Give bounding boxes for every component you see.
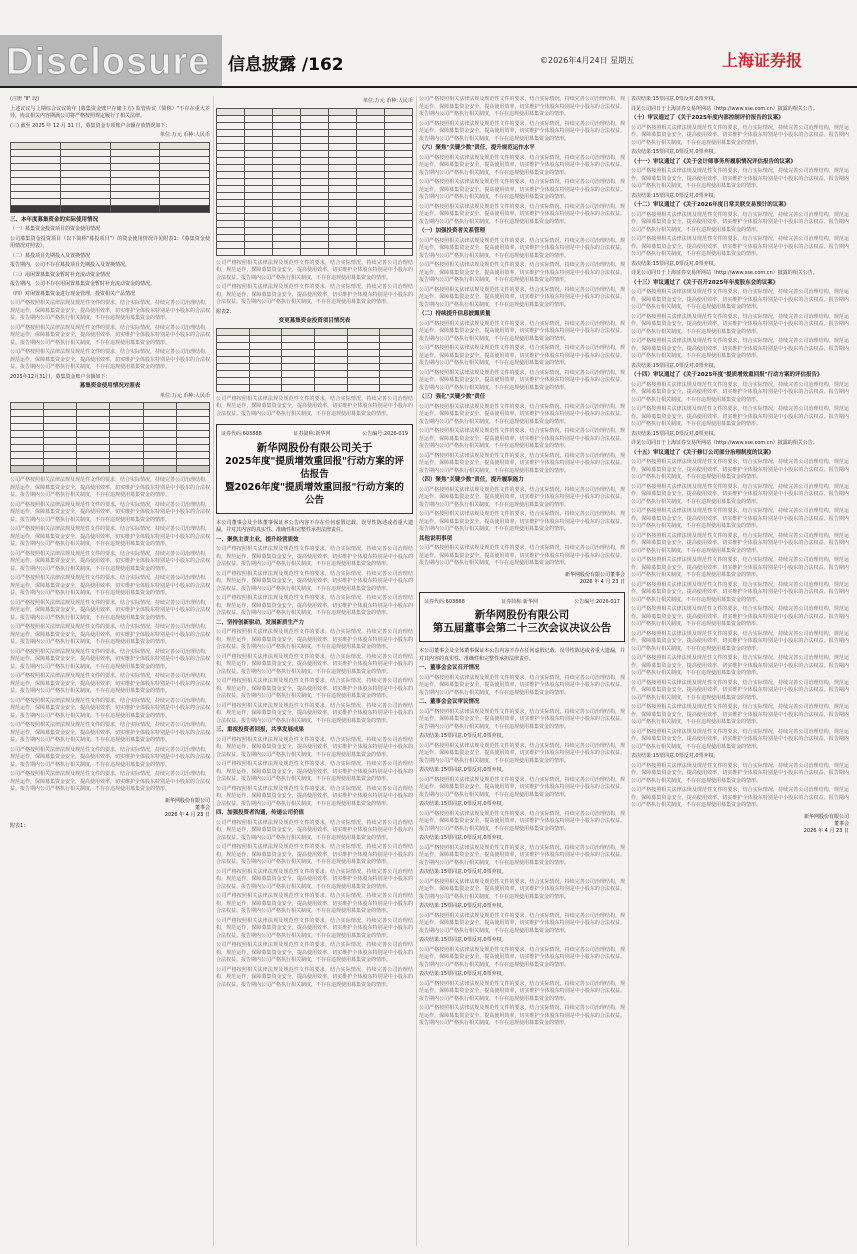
paragraph: 公司严格按照相关法律法规及规范性文件的要求，结合实际情况，持续完善公司治理结构，规范运作，保障募集资金安全，提高使用效率，切实维护全体股东特别是中小股东的合法权益。报告期内公司严格执行相关制度，不存在违规使用募集资金的情形。 <box>10 746 210 768</box>
paragraph: 公司严格按照相关法律法规及规范性文件的要求，结合实际情况，持续完善公司治理结构，规范运作，保障募集资金安全，提高使用效率，切实维护全体股东特别是中小股东的合法权益。报告期内公司严格执行相关制度，不存在违规使用募集资金的情形。 <box>419 120 625 142</box>
column-1 <box>10 96 210 1246</box>
paragraph: 公司严格按照相关法律法规及规范性文件的要求，结合实际情况，持续完善公司治理结构，规范运作，保障募集资金安全，提高使用效率，切实维护全体股东特别是中小股东的合法权益。报告期内公司严格执行相关制度，不存在违规使用募集资金的情形。 <box>10 550 210 572</box>
paragraph: 公司严格按照相关法律法规及规范性文件的要求，结合实际情况，持续完善公司治理结构，规范运作，保障募集资金安全，提高使用效率，切实维护全体股东特别是中小股东的合法权益。报告期内公司严格执行相关制度，不存在违规使用募集资金的情形。 <box>631 124 849 146</box>
deposit-table <box>10 142 210 213</box>
vote-result: 表决结果:15票同意,0票反对,0票弃权。 <box>631 96 719 102</box>
column-2 <box>216 96 413 1246</box>
paragraph: 公司严格按照相关法律法规及规范性文件的要求，结合实际情况，持续完善公司治理结构，规范运作，保障募集资金安全，提高使用效率，切实维护全体股东特别是中小股东的合法权益。报告期内公司严格执行相关制度，不存在违规使用募集资金的情形。 <box>10 722 210 743</box>
paragraph: 公司严格按照相关法律法规及规范性文件的要求，结合实际情况，持续完善公司治理结构，规范运作，保障募集资金安全，提高使用效率，切实维护全体股东特别是中小股东的合法权益。报告期内公司严格执行相关制度，不存在违规使用募集资金的情形。 <box>419 452 625 474</box>
paragraph: 公司严格按照相关法律法规及规范性文件的要求，结合实际情况，持续完善公司治理结构，规范运作，保障募集资金安全，提高使用效率，切实维护全体股东特别是中小股东的合法权益。报告期内公司严格执行相关制度，不存在违规使用募集资金的情形。 <box>419 844 625 866</box>
signature-block <box>10 798 210 819</box>
paragraph: 公司严格按照相关法律法规及规范性文件的要求，结合实际情况，持续完善公司治理结构，规范运作，保障募集资金安全，提高使用效率，切实维护全体股东特别是中小股东的合法权益。报告期内公司严格执行相关制度，不存在违规使用募集资金的情形。 <box>419 369 625 391</box>
paragraph: 公司严格按照相关法律法规及规范性文件的要求，结合实际情况，持续完善公司治理结构，规范运作，保障募集资金安全，提高使用效率，切实维护全体股东特别是中小股东的合法权益。报告期内公司严格执行相关制度，不存在违规使用募集资金的情形。 <box>631 606 849 627</box>
vote-result: 表决结果:15票同意,0票反对,0票弃权。 <box>419 733 507 739</box>
paragraph: 公司严格按照相关法律法规及规范性文件的要求，结合实际情况，持续完善公司治理结构，规范运作，保障募集资金安全，提高使用效率，切实维护全体股东特别是中小股东的合法权益。报告期内公司严格执行相关制度，不存在违规使用募集资金的情形。 <box>631 787 849 808</box>
paragraph: 公司严格按照相关法律法规及规范性文件的要求，结合实际情况，持续完善公司治理结构，规范运作，保障募集资金安全，提高使用效率，切实维护全体股东特别是中小股东的合法权益。报告期内公司严格执行相关制度，不存在违规使用募集资金的情形。 <box>216 570 413 592</box>
paragraph: （四）对闲置募集资金进行现金管理，投资相关产品情况 <box>10 290 136 297</box>
section-heading: 三、本年度募集资金的实际使用情况 <box>10 216 99 223</box>
paragraph: 公司严格按照相关法律法规及规范性文件的要求，结合实际情况，持续完善公司治理结构，规范运作，保障募集资金安全，提高使用效率，切实维护全体股东特别是中小股东的合法权益。报告期内公司严格执行相关制度，不存在违规使用募集资金的情形。 <box>216 595 413 616</box>
masthead <box>0 0 857 88</box>
paragraph: 本公司董事会及全体董事保证本公告内容不存在任何虚假记载、误导性陈述或者重大遗漏，并对其内容的真实性、准确性和完整性承担法律责任。 <box>419 648 625 662</box>
notice-number: 公告编号:2026-019 <box>362 431 408 437</box>
paragraph: 2025年12月31日，募集资金账户余额如下： <box>10 373 111 380</box>
paragraph: 公司严格按照相关法律法规及规范性文件的要求，结合实际情况，持续完善公司治理结构，规范运作，保障募集资金安全，提高使用效率，切实维护全体股东特别是中小股东的合法权益。报告期内公司严格执行相关制度，不存在违规使用募集资金的情形。 <box>631 581 849 603</box>
paragraph: 公司严格按照相关法律法规及规范性文件的要求，结合实际情况，持续完善公司治理结构，规范运作，保障募集资金安全，提高使用效率，切实维护全体股东特别是中小股东的合法权益。报告期内公司严格执行相关制度，不存在违规使用募集资金的情形。 <box>631 381 849 403</box>
section-heading: （四）聚焦"关键少数"责任，提升履职能力 <box>419 477 524 483</box>
paragraph: 公司严格按照相关法律法规及规范性文件的要求，结合实际情况，持续完善公司治理结构，规范运作，保障募集资金安全，提高使用效率，切实维护全体股东特别是中小股东的合法权益。报告期内公司严格执行相关制度，不存在违规使用募集资金的情形。 <box>631 406 849 427</box>
headline: 新华网股份有限公司关于 <box>256 441 373 454</box>
section-heading: 一、聚焦主责主业，提升经营质效 <box>216 536 299 543</box>
paragraph: 上述议议与上期综合议议的年 (募集资金账户存储主方) 监管协议（简称）"不存在重大差异，协议相关内容期满公司将严格按照规定履行了相关法律。 <box>10 105 210 119</box>
masthead-rule <box>0 86 857 88</box>
paragraph: 公司严格按照相关法律法规及规范性文件的要求，结合实际情况，持续完善公司治理结构，规范运作，保障募集资金安全，提高使用效率，切实维护全体股东特别是中小股东的合法权益。报告期内公司严格执行相关制度，不存在违规使用募集资金的情形。 <box>10 477 210 498</box>
paragraph: 公司严格按照相关法律法规及规范性文件的要求，结合实际情况，持续完善公司治理结构，规范运作，保障募集资金安全，提高使用效率，切实维护全体股东特别是中小股东的合法权益。报告期内公司严格执行相关制度，不存在违规使用募集资金的情形。 <box>10 300 210 321</box>
paragraph: 公司严格按照相关法律法规及规范性文件的要求，结合实际情况，持续完善公司治理结构，规范运作，保障募集资金安全，提高使用效率，切实维护全体股东特别是中小股东的合法权益。报告期内公司严格执行相关制度，不存在违规使用募集资金的情形。 <box>419 237 625 259</box>
paragraph: 公司严格按照相关法律法规及规范性文件的要求，结合实际情况，持续完善公司治理结构，规范运作，保障募集资金安全，提高使用效率，切实维护全体股东特别是中小股东的合法权益。报告期内公司严格执行相关制度，不存在违规使用募集资金的情形。 <box>419 980 625 1002</box>
paragraph: 公司严格按照相关法律法规及规范性文件的要求，结合实际情况，持续完善公司治理结构，规范运作，保障募集资金安全，提高使用效率，切实维护全体股东特别是中小股东的合法权益。报告期内公司严格执行相关制度，不存在违规使用募集资金的情形。 <box>631 338 849 359</box>
paragraph: 公司严格按照相关法律法规及规范性文件的要求，结合实际情况，持续完善公司治理结构，规范运作，保障募集资金安全，提高使用效率，切实维护全体股东特别是中小股东的合法权益。报告期内公司严格执行相关制度，不存在违规使用募集资金的情形。 <box>10 501 210 523</box>
sign-date: 2026 年 4 月 23 日 <box>164 811 210 818</box>
paragraph: 公司严格按照相关法律法规及规范性文件的要求，结合实际情况，持续完善公司治理结构，规范运作，保障募集资金安全，提高使用效率，切实维护全体股东特别是中小股东的合法权益。报告期内公司严格执行相关制度，不存在违规使用募集资金的情形。 <box>419 262 625 283</box>
paragraph: 公司严格按照相关法律法规及规范性文件的要求，结合实际情况，持续完善公司治理结构，规范运作，保障募集资金安全，提高使用效率，切实维护全体股东特别是中小股东的合法权益。报告期内公司严格执行相关制度，不存在违规使用募集资金的情形。 <box>631 728 849 750</box>
signature-block <box>419 572 625 586</box>
vote-result: 表决结果:15票同意,0票反对,0票弃权。 <box>631 149 719 155</box>
vote-result: 表决结果:15票同意,0票反对,0票弃权。 <box>631 260 719 267</box>
paragraph: 公司严格按照相关法律法规及规范性文件的要求，结合实际情况，持续完善公司治理结构，规范运作，保障募集资金安全，提高使用效率，切实维护全体股东特别是中小股东的合法权益。报告期内公司严格执行相关制度，不存在违规使用募集资金的情形。 <box>419 545 625 566</box>
paragraph: 公司严格按照相关法律法规及规范性文件的要求，结合实际情况，持续完善公司治理结构，规范运作，保障募集资金安全，提高使用效率，切实维护全体股东特别是中小股东的合法权益。报告期内公司严格执行相关制度，不存在违规使用募集资金的情形。 <box>216 917 413 939</box>
section-heading: 二、董事会会议审议情况 <box>419 699 480 705</box>
company-name: 新华网股份有限公司 <box>164 797 210 804</box>
stock-name: 证券简称:新华网 <box>293 431 331 437</box>
paragraph: 公司严格按照相关法律法规及规范性文件的要求，结合实际情况，持续完善公司治理结构，规范运作，保障募集资金安全，提高使用效率，切实维护全体股东特别是中小股东的合法权益。报告期内公司严格执行相关制度，不存在违规使用募集资金的情形。 <box>419 511 625 532</box>
paragraph: （二）募投项目先期投入及置换情况 <box>10 252 91 259</box>
paragraph: （三）用闲置募集资金暂时补充流动资金情况 <box>10 271 111 278</box>
paragraph: 公司严格按照相关法律法规及规范性文件的要求，结合实际情况，持续完善公司治理结构，规范运作，保障募集资金安全，提高使用效率，切实维护全体股东特别是中小股东的合法权益。报告期内公司严格执行相关制度，不存在违规使用募集资金的情形。 <box>216 546 413 567</box>
stock-code: 证券代码:603888 <box>221 431 262 437</box>
paragraph: 公司严格按照相关法律法规及规范性文件的要求，结合实际情况，持续完善公司治理结构，规范运作，保障募集资金安全，提高使用效率，切实维护全体股东特别是中小股东的合法权益。报告期内公司严格执行相关制度，不存在违规使用募集资金的情形。 <box>10 771 210 792</box>
paragraph: 本公司董事会及全体董事保证本公告内容不存在任何虚假记载、误导性陈述或者重大遗漏，并对其内容的真实性、准确性和完整性承担法律责任。 <box>216 519 413 533</box>
paragraph: 公司严格按照相关法律法规及规范性文件的要求，结合实际情况，持续完善公司治理结构，规范运作，保障募集资金安全，提高使用效率，切实维护全体股东特别是中小股东的合法权益。报告期内公司严格执行相关制度，不存在违规使用募集资金的情形。 <box>419 708 625 730</box>
paragraph: 公司严格按照相关法律法规及规范性文件的要求，结合实际情况，持续完善公司治理结构，规范运作，保障募集资金安全，提高使用效率，切实维护全体股东特别是中小股东的合法权益。报告期内公司严格执行相关制度，不存在违规使用募集资金的情形。 <box>216 785 413 807</box>
brand-band <box>0 35 222 88</box>
paragraph: 公司严格按照相关法律法规及规范性文件的要求，结合实际情况，持续完善公司治理结构，规范运作，保障募集资金安全，提高使用效率，切实维护全体股东特别是中小股东的合法权益。报告期内公司严格执行相关制度，不存在违规使用募集资金的情形。 <box>631 557 849 578</box>
paragraph: 公司严格按照相关法律法规及规范性文件的要求，结合实际情况，持续完善公司治理结构，规范运作，保障募集资金安全，提高使用效率，切实维护全体股东特别是中小股东的合法权益。报告期内公司严格执行相关制度，不存在违规使用募集资金的情形。 <box>631 508 849 529</box>
column-3 <box>419 96 625 1246</box>
headline: 2025年度"提质增效重回报"行动方案的评估报告 <box>225 455 404 480</box>
vote-result: 表决结果:15票同意,0票反对,0票弃权。 <box>419 937 507 943</box>
paragraph: 公司严格按照相关法律法规及规范性文件的要求，结合实际情况，持续完善公司治理结构，规范运作，保障募集资金安全，提高使用效率，切实维护全体股东特别是中小股东的合法权益。报告期内公司严格执行相关制度，不存在违规使用募集资金的情形。 <box>216 942 413 963</box>
paragraph: 公司严格按照相关法律法规及规范性文件的要求，结合实际情况，持续完善公司治理结构，规范运作，保障募集资金安全，提高使用效率，切实维护全体股东特别是中小股东的合法权益。报告期内公司严格执行相关制度，不存在违规使用募集资金的情形。 <box>419 154 625 176</box>
vote-result: 表决结果:15票同意,0票反对,0票弃权。 <box>631 192 719 199</box>
paragraph: 公司严格按照相关法律法规及规范性文件的要求，结合实际情况，持续完善公司治理结构，规范运作，保障募集资金安全，提高使用效率，切实维护全体股东特别是中小股东的合法权益。报告期内公司严格执行相关制度，不存在违规使用募集资金的情形。 <box>631 762 849 784</box>
paragraph: 公司严格按照相关法律法规及规范性文件的要求，结合实际情况，持续完善公司治理结构，规范运作，保障募集资金安全，提高使用效率，切实维护全体股东特别是中小股东的合法权益。报告期内公司严格执行相关制度，不存在违规使用募集资金的情形。 <box>419 403 625 425</box>
headline: 新华网股份有限公司 <box>474 609 570 621</box>
vote-result: 表决结果:15票同意,0票反对,0票弃权。 <box>631 753 719 759</box>
paragraph: 公司严格按照相关法律法规及规范性文件的要求，结合实际情况，持续完善公司治理结构，规范运作，保障募集资金安全，提高使用效率，切实维护全体股东特别是中小股东的合法权益。报告期内公司严格执行相关制度，不存在违规使用募集资金的情形。 <box>10 349 210 370</box>
paragraph: 公司严格按照相关法律法规及规范性文件的要求，结合实际情况，持续完善公司治理结构，规范运作，保障募集资金安全，提高使用效率，切实维护全体股东特别是中小股东的合法权益。报告期内公司严格执行相关制度，不存在违规使用募集资金的情形。 <box>216 761 413 782</box>
paragraph: 公司严格按照相关法律法规及规范性文件的要求，结合实际情况，持续完善公司治理结构，规范运作，保障募集资金安全，提高使用效率，切实维护全体股东特别是中小股东的合法权益。报告期内公司严格执行相关制度，不存在违规使用募集资金的情形。 <box>419 878 625 900</box>
announcement-headline-box <box>216 424 413 514</box>
vote-result: 表决结果:15票同意,0票反对,0票弃权。 <box>631 362 719 369</box>
company-name: 新华网股份有限公司 <box>803 813 849 820</box>
paragraph: （一）募集资金投资项目的资金使用情况 <box>10 226 101 232</box>
headline: 暨2026年度"提质增效重回报"行动方案的公告 <box>225 481 404 506</box>
column-divider <box>213 96 214 1246</box>
stock-info <box>221 431 408 439</box>
paragraph: 公司严格按照相关法律法规及规范性文件的要求，结合实际情况，持续完善公司治理结构，规范运作，保障募集资金安全，提高使用效率，切实维护全体股东特别是中小股东的合法权益。报告期内公司严格执行相关制度，不存在违规使用募集资金的情形。 <box>10 526 210 547</box>
section-heading: 四、加强投资者沟通，传递公司价值 <box>216 810 305 816</box>
paragraph: 公司严格按照相关法律法规及规范性文件的要求，结合实际情况，持续完善公司治理结构，规范运作，保障募集资金安全，提高使用效率，切实维护全体股东特别是中小股东的合法权益。报告期内公司严格执行相关制度，不存在违规使用募集资金的情形。 <box>216 629 413 650</box>
vote-result: 表决结果:15票同意,0票反对,0票弃权。 <box>419 767 507 773</box>
paragraph: (三) 截至 2025 年 12 月 31 日，募集资金专项账户余额存放情况如下: <box>10 122 168 129</box>
paragraph: 公司严格按照相关法律法规及规范性文件的要求，结合实际情况，持续完善公司治理结构，规范运作，保障募集资金安全，提高使用效率，切实维护全体股东特别是中小股东的合法权益。报告期内公司严格执行相关制度，不存在违规使用募集资金的情形。 <box>631 704 849 725</box>
appendix-label: 附表1： <box>10 822 29 829</box>
paragraph: 公司严格按照相关法律法规及规范性文件的要求，结合实际情况，持续完善公司治理结构，规范运作，保障募集资金安全，提高使用效率，切实维护全体股东特别是中小股东的合法权益。报告期内公司严格执行相关制度，不存在违规使用募集资金的情形。 <box>10 324 210 346</box>
section-heading: （十五）审议通过了《关于修订公司部分治理制度的议案》 <box>631 449 775 456</box>
section-heading: （一）加强投资者关系管理 <box>419 228 486 234</box>
paragraph: 公司严格按照相关法律法规及规范性文件的要求，结合实际情况，持续完善公司治理结构，规范运作，保障募集资金安全，提高使用效率，切实维护全体股东特别是中小股东的合法权益。报告期内公司严格执行相关制度，不存在违规使用募集资金的情形。 <box>10 697 210 719</box>
paragraph: 公司严格按照相关法律法规及规范性文件的要求，结合实际情况，持续完善公司治理结构，规范运作，保障募集资金安全，提高使用效率，切实维护全体股东特别是中小股东的合法权益。报告期内公司严格执行相关制度，不存在违规使用募集资金的情形。 <box>419 203 625 225</box>
section-title: 信息披露 /162 <box>228 55 344 75</box>
board-name: 董事会 <box>194 804 210 811</box>
headline: 第五届董事会第二十三次会议决议公告 <box>432 622 612 634</box>
table-caption: 单位:万元 币种:人民币 <box>363 98 413 104</box>
paragraph: 公司严格按照相关法律法规及规范性文件的要求，结合实际情况，持续完善公司治理结构，规范运作，保障募集资金安全，提高使用效率，切实维护全体股东特别是中小股东的合法权益。报告期内公司严格执行相关制度，不存在违规使用募集资金的情形。 <box>419 946 625 968</box>
website-note: 详见公司同日于上海证券交易所网站（http://www.sse.com.cn）披露的相关公告。 <box>631 270 818 276</box>
announcement-headline-box <box>419 592 625 643</box>
paragraph: 公司严格按照相关法律法规及规范性文件的要求，结合实际情况，持续完善公司治理结构，规范运作，保障募集资金安全，提高使用效率，切实维护全体股东特别是中小股东的合法权益。报告期内公司严格执行相关制度，不存在违规使用募集资金的情形。 <box>631 532 849 554</box>
vote-result: 表决结果:15票同意,0票反对,0票弃权。 <box>419 971 507 977</box>
sign-date: 2026 年 4 月 23 日 <box>579 578 625 585</box>
sign-date: 2026 年 4 月 23 日 <box>803 827 849 834</box>
paragraph: 公司严格按照相关法律法规及规范性文件的要求，结合实际情况，持续完善公司治理结构，规范运作，保障募集资金安全，提高使用效率，切实维护全体股东特别是中小股东的合法权益。报告期内公司严格执行相关制度，不存在违规使用募集资金的情形。 <box>10 575 210 596</box>
section-heading: 二、坚持创新驱动，发展新质生产力 <box>216 619 305 626</box>
column-4 <box>631 96 849 1246</box>
table-title: 募集资金使用情况对照表 <box>79 383 141 389</box>
paragraph: 公司严格按照相关法律法规及规范性文件的要求，结合实际情况，持续完善公司治理结构，规范运作，保障募集资金安全，提高使用效率，切实维护全体股东特别是中小股东的合法权益。报告期内公司严格执行相关制度，不存在违规使用募集资金的情形。 <box>419 96 625 117</box>
paragraph: 公司严格按照相关法律法规及规范性文件的要求，结合实际情况，持续完善公司治理结构，规范运作，保障募集资金安全，提高使用效率，切实维护全体股东特别是中小股东的合法权益。报告期内公司严格执行相关制度，不存在违规使用募集资金的情形。 <box>10 599 210 621</box>
paragraph: 公司严格按照相关法律法规及规范性文件的要求，结合实际情况，持续完善公司治理结构，规范运作，保障募集资金安全，提高使用效率，切实维护全体股东特别是中小股东的合法权益。报告期内公司严格执行相关制度，不存在违规使用募集资金的情形。 <box>216 702 413 724</box>
vote-result: 表决结果:15票同意,0票反对,0票弃权。 <box>419 903 507 909</box>
board-name: 董事会 <box>833 820 849 827</box>
paragraph: 公司严格按照相关法律法规及规范性文件的要求，结合实际情况，持续完善公司治理结构，规范运作，保障募集资金安全，提高使用效率，切实维护全体股东特别是中小股东的合法权益。报告期内公司严格执行相关制度，不存在违规使用募集资金的情形。 <box>419 1005 625 1026</box>
newspaper-logo: 上海证券报 <box>722 51 803 70</box>
paragraph: 公司严格按照相关法律法规及规范性文件的要求，结合实际情况，持续完善公司治理结构，规范运作，保障募集资金安全，提高使用效率，切实维护全体股东特别是中小股东的合法权益。报告期内公司严格执行相关制度，不存在违规使用募集资金的情形。 <box>216 653 413 675</box>
signature-block <box>631 814 849 835</box>
paragraph: 公司严格按照相关法律法规及规范性文件的要求，结合实际情况，持续完善公司治理结构，规范运作，保障募集资金安全，提高使用效率，切实维护全体股东特别是中小股东的合法权益。报告期内公司严格执行相关制度，不存在违规使用募集资金的情形。 <box>216 844 413 865</box>
column-divider <box>628 96 629 1246</box>
paragraph: 公司严格按照相关法律法规及规范性文件的要求，结合实际情况，持续完善公司治理结构，规范运作，保障募集资金安全，提高使用效率，切实维护全体股东特别是中小股东的合法权益。报告期内公司严格执行相关制度，不存在违规使用募集资金的情形。 <box>419 428 625 449</box>
paragraph: 公司募集资金投资项目（以下简称"募投项目"）的资金使用情况详见附表1：《募集资金使用情况对照表》。 <box>10 235 210 249</box>
website-note: 详见公司同日于上海证券交易所网站（http://www.sse.com.cn）披露的相关公告。 <box>631 105 818 112</box>
paragraph: 公司严格按照相关法律法规及规范性文件的要求，结合实际情况，持续完善公司治理结构，规范运作，保障募集资金安全，提高使用效率，切实维护全体股东特别是中小股东的合法权益。报告期内公司严格执行相关制度，不存在违规使用募集资金的情形。 <box>419 776 625 798</box>
change-table <box>216 328 413 392</box>
issue-date: ©2026年4月24日 星期五 <box>540 56 635 65</box>
paragraph: 公司严格按照相关法律法规及规范性文件的要求，结合实际情况，持续完善公司治理结构，规范运作，保障募集资金安全，提高使用效率，切实维护全体股东特别是中小股东的合法权益。报告期内公司严格执行相关制度，不存在违规使用募集资金的情形。 <box>419 345 625 366</box>
paragraph: 公司严格按照相关法律法规及规范性文件的要求，结合实际情况，持续完善公司治理结构，规范运作，保障募集资金安全，提高使用效率，切实维护全体股东特别是中小股东的合法权益。报告期内公司严格执行相关制度，不存在违规使用募集资金的情形。 <box>10 673 210 694</box>
section-heading: （二）持续提升信息披露质量 <box>419 311 491 317</box>
paragraph: 公司严格按照相关法律法规及规范性文件的要求，结合实际情况，持续完善公司治理结构，规范运作，保障募集资金安全，提高使用效率，切实维护全体股东特别是中小股东的合法权益。报告期内公司严格执行相关制度，不存在违规使用募集资金的情形。 <box>631 483 849 505</box>
paragraph: 公司严格按照相关法律法规及规范性文件的要求，结合实际情况，持续完善公司治理结构，规范运作，保障募集资金安全，提高使用效率，切实维护全体股东特别是中小股东的合法权益。报告期内公司严格执行相关制度，不存在违规使用募集资金的情形。 <box>419 912 625 934</box>
paragraph: 公司严格按照相关法律法规及规范性文件的要求，结合实际情况，持续完善公司治理结构，规范运作，保障募集资金安全，提高使用效率，切实维护全体股东特别是中小股东的合法权益。报告期内公司严格执行相关制度，不存在违规使用募集资金的情形。 <box>419 810 625 832</box>
paragraph: 公司严格按照相关法律法规及规范性文件的要求，结合实际情况，持续完善公司治理结构，规范运作，保障募集资金安全，提高使用效率，切实维护全体股东特别是中小股东的合法权益。报告期内公司严格执行相关制度，不存在违规使用募集资金的情形。 <box>631 630 849 652</box>
paragraph: 公司严格按照相关法律法规及规范性文件的要求，结合实际情况，持续完善公司治理结构，规范运作，保障募集资金安全，提高使用效率，切实维护全体股东特别是中小股东的合法权益。报告期内公司严格执行相关制度，不存在违规使用募集资金的情形。 <box>419 179 625 200</box>
paragraph: 公司严格按照相关法律法规及规范性文件的要求，结合实际情况，持续完善公司治理结构，规范运作，保障募集资金安全，提高使用效率，切实维护全体股东特别是中小股东的合法权益。报告期内公司严格执行相关制度，不存在违规使用募集资金的情形。 <box>216 395 413 417</box>
section-heading: （十）审议通过了《关于2025年度内部控制评价报告的议案》 <box>631 115 784 121</box>
company-name: 新华网股份有限公司董事会 <box>564 571 625 578</box>
paragraph: 公司严格按照相关法律法规及规范性文件的要求，结合实际情况，持续完善公司治理结构，规范运作，保障募集资金安全，提高使用效率，切实维护全体股东特别是中小股东的合法权益。报告期内公司严格执行相关制度，不存在违规使用募集资金的情形。 <box>419 674 625 696</box>
paragraph: 公司严格按照相关法律法规及规范性文件的要求，结合实际情况，持续完善公司治理结构，规范运作，保障募集资金安全，提高使用效率，切实维护全体股东特别是中小股东的合法权益。报告期内公司严格执行相关制度，不存在违规使用募集资金的情形。 <box>419 286 625 308</box>
paragraph: 公司严格按照相关法律法规及规范性文件的要求，结合实际情况，持续完善公司治理结构，规范运作，保障募集资金安全，提高使用效率，切实维护全体股东特别是中小股东的合法权益。报告期内公司严格执行相关制度，不存在违规使用募集资金的情形。 <box>216 284 413 305</box>
website-note: 详见公司同日于上海证券交易所网站（http://www.sse.com.cn）披露的相关公告。 <box>631 440 818 446</box>
paragraph: 公司严格按照相关法律法规及规范性文件的要求，结合实际情况，持续完善公司治理结构，规范运作，保障募集资金安全，提高使用效率，切实维护全体股东特别是中小股东的合法权益。报告期内公司严格执行相关制度，不存在违规使用募集资金的情形。 <box>216 868 413 890</box>
paragraph: 报告期内，公司不存在募投项目先期投入及置换情况。 <box>10 262 131 268</box>
table-title: 变更募集资金投资项目情况表 <box>278 318 351 324</box>
paragraph: 公司严格按照相关法律法规及规范性文件的要求，结合实际情况，持续完善公司治理结构，规范运作，保障募集资金安全，提高使用效率，切实维护全体股东特别是中小股东的合法权益。报告期内公司严格执行相关制度，不存在违规使用募集资金的情形。 <box>631 289 849 310</box>
project-table <box>216 108 413 256</box>
paragraph: 公司严格按照相关法律法规及规范性文件的要求，结合实际情况，持续完善公司治理结构，规范运作，保障募集资金安全，提高使用效率，切实维护全体股东特别是中小股东的合法权益。报告期内公司严格执行相关制度，不存在违规使用募集资金的情形。 <box>216 259 413 281</box>
vote-result: 表决结果:15票同意,0票反对,0票弃权。 <box>419 869 507 875</box>
section-heading: 其他说明事项 <box>419 535 453 542</box>
section-heading: （六）聚焦"关键少数"责任，提升规范运作水平 <box>419 145 535 151</box>
paragraph: 公司严格按照相关法律法规及规范性文件的要求，结合实际情况，持续完善公司治理结构，规范运作，保障募集资金安全，提高使用效率，切实维护全体股东特别是中小股东的合法权益。报告期内公司严格执行相关制度，不存在违规使用募集资金的情形。 <box>631 655 849 676</box>
section-heading: （十二）审议通过了《关于2026年度日常关联交易预计的议案》 <box>631 202 790 208</box>
paragraph: 公司严格按照相关法律法规及规范性文件的要求，结合实际情况，持续完善公司治理结构，规范运作，保障募集资金安全，提高使用效率，切实维护全体股东特别是中小股东的合法权益。报告期内公司严格执行相关制度，不存在违规使用募集资金的情形。 <box>631 459 849 480</box>
brand-wordmark: Disclosure <box>6 41 211 83</box>
paragraph: 公司严格按照相关法律法规及规范性文件的要求，结合实际情况，持续完善公司治理结构，规范运作，保障募集资金安全，提高使用效率，切实维护全体股东特别是中小股东的合法权益。报告期内公司严格执行相关制度，不存在违规使用募集资金的情形。 <box>216 819 413 841</box>
paragraph: 公司严格按照相关法律法规及规范性文件的要求，结合实际情况，持续完善公司治理结构，规范运作，保障募集资金安全，提高使用效率，切实维护全体股东特别是中小股东的合法权益。报告期内公司严格执行相关制度，不存在违规使用募集资金的情形。 <box>216 736 413 758</box>
appendix-label: 附表2： <box>216 308 235 315</box>
table-caption: 单位:万元 币种:人民币 <box>160 392 210 399</box>
usage-table <box>10 402 210 473</box>
vote-result: 表决结果:15票同意,0票反对,0票弃权。 <box>419 835 507 841</box>
table-caption: 单位:万元 币种:人民币 <box>160 132 210 138</box>
paragraph: 公司严格按照相关法律法规及规范性文件的要求，结合实际情况，持续完善公司治理结构，规范运作，保障募集资金安全，提高使用效率，切实维护全体股东特别是中小股东的合法权益。报告期内公司严格执行相关制度，不存在违规使用募集资金的情形。 <box>419 742 625 764</box>
paragraph: 公司严格按照相关法律法规及规范性文件的要求，结合实际情况，持续完善公司治理结构，规范运作，保障募集资金安全，提高使用效率，切实维护全体股东特别是中小股东的合法权益。报告期内公司严格执行相关制度，不存在违规使用募集资金的情形。 <box>216 966 413 988</box>
stock-name: 证券简称:新华网 <box>501 598 538 605</box>
paragraph: 公司严格按照相关法律法规及规范性文件的要求，结合实际情况，持续完善公司治理结构，规范运作，保障募集资金安全，提高使用效率，切实维护全体股东特别是中小股东的合法权益。报告期内公司严格执行相关制度，不存在违规使用募集资金的情形。 <box>631 168 849 189</box>
paragraph: (注册 "Ⅱ" 段) <box>10 96 40 102</box>
section-heading: （十四）审议通过了《关于2025年度"提质增效重回报"行动方案的评估报告》 <box>631 372 823 378</box>
section-heading: （十一）审议通过了《关于会计师事务所履职情况评估报告的议案》 <box>631 158 797 165</box>
paragraph: 公司严格按照相关法律法规及规范性文件的要求，结合实际情况，持续完善公司治理结构，规范运作，保障募集资金安全，提高使用效率，切实维护全体股东特别是中小股东的合法权益。报告期内公司严格执行相关制度，不存在违规使用募集资金的情形。 <box>631 236 849 257</box>
paragraph: 公司严格按照相关法律法规及规范性文件的要求，结合实际情况，持续完善公司治理结构，规范运作，保障募集资金安全，提高使用效率，切实维护全体股东特别是中小股东的合法权益。报告期内公司严格执行相关制度，不存在违规使用募集资金的情形。 <box>631 211 849 233</box>
vote-result: 表决结果:15票同意,0票反对,0票弃权。 <box>631 430 719 437</box>
paragraph: 公司严格按照相关法律法规及规范性文件的要求，结合实际情况，持续完善公司治理结构，规范运作，保障募集资金安全，提高使用效率，切实维护全体股东特别是中小股东的合法权益。报告期内公司严格执行相关制度，不存在违规使用募集资金的情形。 <box>631 313 849 335</box>
paragraph: 公司严格按照相关法律法规及规范性文件的要求，结合实际情况，持续完善公司治理结构，规范运作，保障募集资金安全，提高使用效率，切实维护全体股东特别是中小股东的合法权益。报告期内公司严格执行相关制度，不存在违规使用募集资金的情形。 <box>10 648 210 670</box>
notice-number: 公告编号:2026-017 <box>574 598 620 605</box>
stock-code: 证券代码:603888 <box>424 598 465 605</box>
paragraph: 公司严格按照相关法律法规及规范性文件的要求，结合实际情况，持续完善公司治理结构，规范运作，保障募集资金安全，提高使用效率，切实维护全体股东特别是中小股东的合法权益。报告期内公司严格执行相关制度，不存在违规使用募集资金的情形。 <box>10 624 210 645</box>
column-divider <box>416 96 417 1246</box>
paragraph: 公司严格按照相关法律法规及规范性文件的要求，结合实际情况，持续完善公司治理结构，规范运作，保障募集资金安全，提高使用效率，切实维护全体股东特别是中小股东的合法权益。报告期内公司严格执行相关制度，不存在违规使用募集资金的情形。 <box>216 678 413 699</box>
paragraph: 公司严格按照相关法律法规及规范性文件的要求，结合实际情况，持续完善公司治理结构，规范运作，保障募集资金安全，提高使用效率，切实维护全体股东特别是中小股东的合法权益。报告期内公司严格执行相关制度，不存在违规使用募集资金的情形。 <box>419 486 625 508</box>
paragraph: 公司严格按照相关法律法规及规范性文件的要求，结合实际情况，持续完善公司治理结构，规范运作，保障募集资金安全，提高使用效率，切实维护全体股东特别是中小股东的合法权益。报告期内公司严格执行相关制度，不存在违规使用募集资金的情形。 <box>631 679 849 701</box>
section-heading: （十三）审议通过了《关于召开2025年年度股东会的议案》 <box>631 279 779 286</box>
section-heading: 一、董事会会议召开情况 <box>419 665 480 671</box>
vote-result: 表决结果:15票同意,0票反对,0票弃权。 <box>419 801 507 807</box>
paragraph: 报告期内，公司不存在用闲置募集资金暂时补充流动资金的情况。 <box>10 281 156 287</box>
section-heading: （三）强化"关键少数"责任 <box>419 394 486 400</box>
stock-info <box>424 599 620 607</box>
paragraph: 公司严格按照相关法律法规及规范性文件的要求，结合实际情况，持续完善公司治理结构，规范运作，保障募集资金安全，提高使用效率，切实维护全体股东特别是中小股东的合法权益。报告期内公司严格执行相关制度，不存在违规使用募集资金的情形。 <box>216 893 413 914</box>
paragraph: 公司严格按照相关法律法规及规范性文件的要求，结合实际情况，持续完善公司治理结构，规范运作，保障募集资金安全，提高使用效率，切实维护全体股东特别是中小股东的合法权益。报告期内公司严格执行相关制度，不存在违规使用募集资金的情形。 <box>419 320 625 342</box>
section-heading: 三、重视投资者回报，共享发展成果 <box>216 727 305 733</box>
